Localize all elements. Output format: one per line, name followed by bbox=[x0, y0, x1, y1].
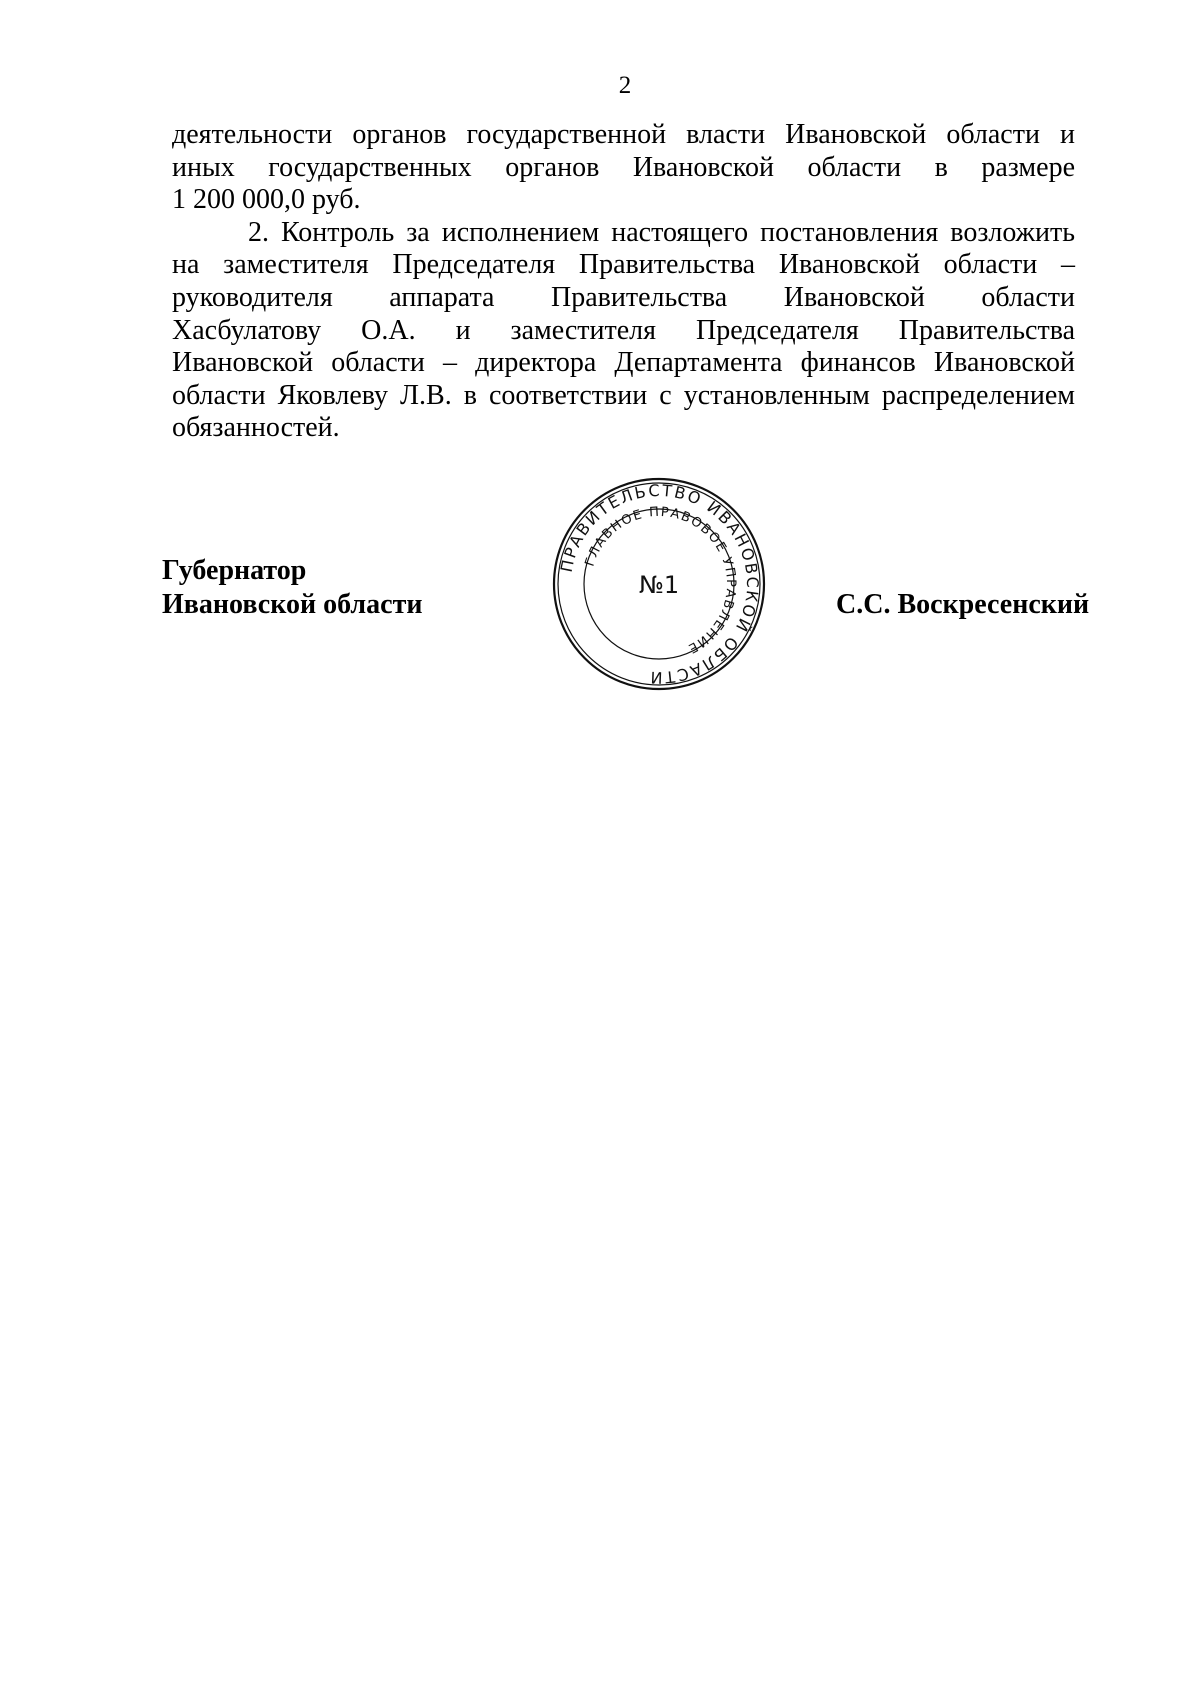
text-line: иных государственных органов Ивановской области в размере bbox=[172, 151, 1075, 183]
position-title: Губернатор bbox=[162, 555, 307, 586]
official-stamp bbox=[551, 476, 767, 692]
paragraph-2 bbox=[172, 217, 1075, 445]
page-number: 2 bbox=[618, 72, 632, 99]
text-line: на заместителя Председателя Правительства Ивановской области – bbox=[172, 249, 1075, 281]
stamp-outer-text: ПРАВИТЕЛЬСТВО ИВАНОВСКОЙ ОБЛАСТИ bbox=[556, 480, 763, 688]
paragraph-1 bbox=[172, 119, 1075, 217]
text-line: руководителя аппарата Правительства Ивановской области bbox=[172, 281, 1075, 313]
position-region: Ивановской области bbox=[162, 589, 423, 620]
text-line: Ивановской области – директора Департамента финансов Ивановской bbox=[172, 347, 1075, 379]
stamp-number: №1 bbox=[638, 571, 680, 599]
stamp-inner-text: ГЛАВНОЕ ПРАВОВОЕ УПРАВЛЕНИЕ bbox=[582, 504, 739, 657]
signatory-position bbox=[162, 554, 422, 622]
text-line: обязанностей. bbox=[172, 412, 340, 444]
text-line: деятельности органов государственной власти Ивановской области и bbox=[172, 119, 1075, 150]
text-line: 2. Контроль за исполнением настоящего постановления возложить bbox=[248, 216, 1075, 248]
text-line: области Яковлеву Л.В. в соответствии с установленным распределением bbox=[172, 379, 1075, 411]
stamp-seal-icon bbox=[551, 476, 767, 692]
text-line: Хасбулатову О.А. и заместителя Председателя Правительства bbox=[172, 314, 1075, 346]
signatory-name: С.С. Воскресенский bbox=[836, 589, 1090, 620]
document-body bbox=[172, 119, 1075, 445]
text-line: 1 200 000,0 руб. bbox=[172, 184, 361, 216]
